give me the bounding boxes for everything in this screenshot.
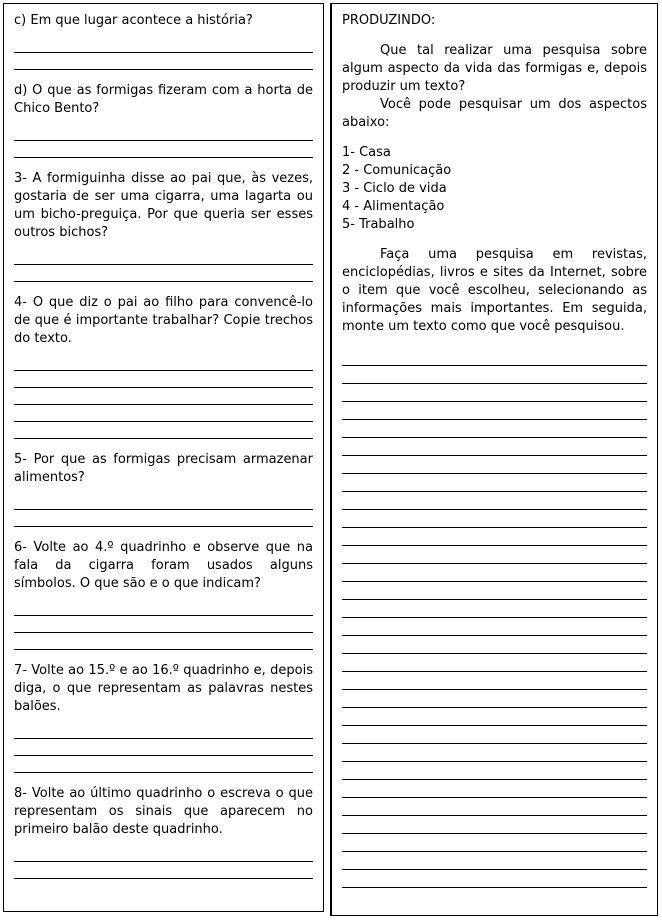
intro-paragraphs	[342, 42, 647, 132]
writing-line	[342, 798, 647, 816]
question-section	[14, 662, 313, 773]
question-text: 3- A formiguinha disse ao pai que, às vezes, gostaria de ser uma cigarra, uma lagarta ou um bicho-preguiça. Por que queria ser esses outros bichos?	[14, 171, 313, 240]
writing-line	[342, 384, 647, 402]
question-text: 6- Volte ao 4.º quadrinho e observe que na fala da cigarra foram usados alguns símbolos. O que são e o que indicam?	[14, 540, 313, 591]
writing-line	[342, 438, 647, 456]
question-section	[14, 294, 313, 439]
writing-line	[342, 582, 647, 600]
question-sections	[14, 12, 313, 879]
topic-item: 3 - Ciclo de vida	[342, 181, 447, 196]
answer-lines	[14, 493, 313, 527]
question-section	[14, 785, 313, 879]
answer-line	[14, 248, 313, 265]
writing-line	[342, 546, 647, 564]
writing-line	[342, 402, 647, 420]
answer-line	[14, 739, 313, 756]
answer-lines	[14, 722, 313, 773]
answer-lines	[14, 124, 313, 158]
writing-lines	[342, 348, 647, 888]
writing-line	[342, 816, 647, 834]
question-section	[14, 170, 313, 282]
answer-line	[14, 53, 313, 70]
answer-line	[14, 722, 313, 739]
answer-line	[14, 493, 313, 510]
topic-item: 4 - Alimentação	[342, 199, 445, 214]
answer-line	[14, 845, 313, 862]
answer-line	[14, 616, 313, 633]
writing-line	[342, 456, 647, 474]
answer-line	[14, 265, 313, 282]
writing-line	[342, 726, 647, 744]
answer-line	[14, 354, 313, 371]
writing-line	[342, 618, 647, 636]
writing-line	[342, 600, 647, 618]
question-text: 8- Volte ao último quadrinho o escreva o que representam os sinais que aparecem no primeiro balão deste quadrinho.	[14, 786, 313, 837]
writing-line	[342, 834, 647, 852]
answer-lines	[14, 248, 313, 282]
writing-line	[342, 492, 647, 510]
answer-line	[14, 756, 313, 773]
answer-line	[14, 599, 313, 616]
writing-line	[342, 654, 647, 672]
answer-line	[14, 422, 313, 439]
answer-line	[14, 371, 313, 388]
question-section	[14, 12, 313, 70]
writing-line	[342, 780, 647, 798]
section-heading: PRODUZINDO:	[342, 13, 436, 28]
answer-line	[14, 141, 313, 158]
question-text: 5- Por que as formigas precisam armazenar alimentos?	[14, 452, 313, 485]
question-section	[14, 451, 313, 527]
question-text: 4- O que diz o pai ao filho para convencê-lo de que é importante trabalhar? Copie trechos do texto.	[14, 295, 313, 346]
topic-item: 2 - Comunicação	[342, 163, 452, 178]
instructions-paragraph: Faça uma pesquisa em revistas, enciclopédias, livros e sites da Internet, sobre o item que você escolheu, selecionando as informações mais importantes. Em seguida, monte um texto como que você pesquisou.	[342, 247, 647, 334]
writing-line	[342, 690, 647, 708]
answer-line	[14, 405, 313, 422]
writing-line	[342, 708, 647, 726]
writing-line	[342, 870, 647, 888]
answer-line	[14, 633, 313, 650]
answer-line	[14, 36, 313, 53]
question-section	[14, 82, 313, 158]
writing-line	[342, 348, 647, 366]
answer-line	[14, 862, 313, 879]
writing-line	[342, 528, 647, 546]
writing-line	[342, 510, 647, 528]
answer-line	[14, 388, 313, 405]
question-text: 7- Volte ao 15.º e ao 16.º quadrinho e, depois diga, o que representam as palavras nestes balões.	[14, 663, 313, 714]
intro-paragraph: Que tal realizar uma pesquisa sobre algum aspecto da vida das formigas e, depois produzir um texto?	[342, 43, 647, 94]
writing-line	[342, 762, 647, 780]
writing-line	[342, 420, 647, 438]
topics-list	[342, 144, 647, 234]
writing-line	[342, 636, 647, 654]
writing-line	[342, 366, 647, 384]
topic-item: 5- Trabalho	[342, 217, 415, 232]
answer-line	[14, 510, 313, 527]
writing-line	[342, 852, 647, 870]
questions-panel	[3, 3, 324, 912]
answer-lines	[14, 36, 313, 70]
answer-lines	[14, 354, 313, 439]
producing-panel	[330, 3, 658, 916]
writing-line	[342, 564, 647, 582]
topic-item: 1- Casa	[342, 145, 391, 160]
writing-line	[342, 744, 647, 762]
writing-line	[342, 672, 647, 690]
question-section	[14, 539, 313, 650]
intro-paragraph: Você pode pesquisar um dos aspectos abaixo:	[342, 97, 647, 130]
answer-lines	[14, 845, 313, 879]
question-text: c) Em que lugar acontece a história?	[14, 13, 253, 28]
question-text: d) O que as formigas fizeram com a horta de Chico Bento?	[14, 83, 313, 116]
writing-line	[342, 474, 647, 492]
answer-lines	[14, 599, 313, 650]
answer-line	[14, 124, 313, 141]
